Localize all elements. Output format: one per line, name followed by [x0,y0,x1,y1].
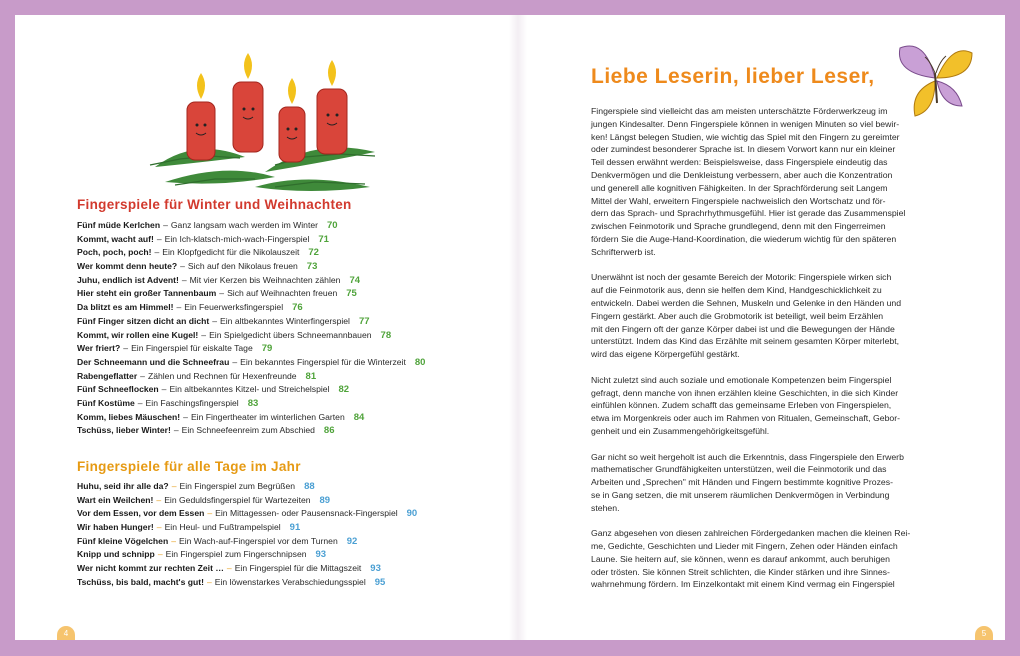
toc-entry-page: 74 [349,274,361,286]
toc-entry-title: Huhu, seid ihr alle da? [77,481,169,491]
toc-entry-description: Sich auf den Nikolaus freuen [187,261,298,272]
body-line: dern das Sprach- und Sprachrhythmusgefühl. Hier ist gerade das Zusammenspiel [591,208,906,219]
toc-entry-title: Wer kommt denn heute? [77,261,178,272]
foreword-body [591,105,921,604]
toc-dash: – [156,494,162,505]
toc-entry-description: Ein Klopfgedicht für die Nikolauszeit [162,247,300,258]
toc-entry-description: Ein Ich-klatsch-mich-wach-Fingerspiel [164,233,310,244]
toc-entry-description: Mit vier Kerzen bis Weihnachten zählen [189,274,341,285]
body-line: etwa im Morgenkreis oder auch im Rahmen von Ritualen, Gemeinschaft, Gebor- [591,413,901,424]
toc-entry [77,219,497,233]
left-page [77,15,497,640]
book-spread [15,15,1005,640]
body-paragraph [591,527,921,591]
toc-entry-title: Wer nicht kommt zur rechten Zeit … [77,563,224,574]
toc-dash: – [140,370,145,381]
toc-dash: – [181,274,187,285]
toc-entry-title: Fünf Finger sitzen dicht an dicht [77,315,210,326]
toc-dash: – [207,508,213,519]
toc-winter [77,219,497,438]
toc-entry-page: 88 [304,481,315,492]
body-line: se in Gang setzen, die mit unserem räumlichen Denkvermögen in Verbindung [591,489,890,500]
toc-entry-description: Ein Fingerspiel für die Mittagszeit [234,563,362,574]
toc-entry-page: 86 [323,425,335,437]
toc-entry-description: Ein Wach-auf-Fingerspiel vor dem Turnen [179,535,338,546]
toc-dash: – [201,329,207,340]
body-line: genheit und ein Zusammengehörigkeitsgefühl. [591,425,770,436]
toc-entry-title: Juhu, endlich ist Advent! [77,274,179,285]
toc-entry-title: Fünf kleine Vögelchen [77,535,169,546]
body-line: Laune. Sie heitern auf, sie können, wenn es darauf ankommt, auch beruhigen [591,553,890,564]
toc-entry [77,246,497,260]
book-gutter [509,15,527,640]
body-line: ken! Längst belegen Studien, wie wichtig das Spiel mit den Fingern zu gereimter [591,131,900,142]
toc-dash: – [157,549,163,560]
body-line: entwickeln. Dabei werden die Sehnen, Muskeln und Gelenke in den Händen und [591,297,902,308]
toc-entry-title: Wart ein Weilchen! [77,494,154,505]
toc-entry-title: Fünf Schneeflocken [77,384,159,395]
toc-entry-page: 89 [319,494,331,506]
toc-entry-page: 71 [318,233,329,245]
toc-entry-page: 82 [338,384,350,396]
section-title-year: Fingerspiele für alle Tage im Jahr [77,459,301,474]
toc-entry-page: 72 [308,247,319,259]
body-paragraph [591,271,921,361]
toc-entry [77,301,497,315]
body-paragraph [591,374,921,438]
body-line: Gar nicht so weit hergeholt ist auch die Erkenntnis, dass Fingerspiele den Erwerb [591,451,904,462]
toc-entry [77,397,497,411]
toc-entry [77,548,497,562]
body-line: wird das eigene Körpergefühl gestärkt. [591,349,740,360]
toc-entry-description: Ein löwenstarkes Verabschiedungsspiel [214,576,366,587]
toc-entry-title: Kommt, wacht auf! [77,233,154,244]
toc-entry [77,329,497,343]
toc-entry-page: 91 [289,522,301,534]
body-line: und generell alle kognitiven Fähigkeiten. In der Sprachförderung seit Langem [591,182,888,193]
toc-entry-page: 83 [247,397,259,409]
toc-dash: – [226,563,232,574]
toc-entry-description: Ein Fingerspiel für eiskalte Tage [131,343,253,354]
toc-dash: – [156,233,162,244]
toc-entry-page: 76 [292,302,303,314]
toc-entry-title: Wir haben Hunger! [77,522,154,533]
body-line: Schrifterwerb ist. [591,246,656,257]
toc-entry [77,260,497,274]
toc-entry-title: Komm, liebes Mäuschen! [77,411,181,422]
toc-entry-description: Ein Schneefeenreim zum Abschied [181,425,315,436]
toc-dash: – [161,384,167,395]
body-line: Fingern gestärkt. Aber auch die Grobmotorik ist beteiligt, weil beim Erzählen [591,310,884,321]
toc-entry-description: Ein Feuerwerksfingerspiel [184,302,284,313]
toc-entry-title: Kommt, wir rollen eine Kugel! [77,329,199,340]
toc-entry-description: Ein Fingerspiel zum Begrüßen [179,481,296,491]
toc-entry [77,370,497,384]
section-title-winter: Fingerspiele für Winter und Weihnachten [77,197,352,212]
toc-entry [77,494,497,508]
toc-entry [77,521,497,535]
toc-entry-title: Tschüss, bis bald, macht's gut! [77,576,204,587]
toc-entry-description: Ein Mittagessen- oder Pausensnack-Fingerspiel [215,508,398,519]
toc-entry-page: 73 [306,261,318,273]
body-line: mit den Fingern oft der ganze Körper dabei ist und die Bewegungen der Hände [591,323,895,334]
toc-entry-page: 75 [346,288,357,300]
toc-entry [77,424,497,438]
page-number-left: 4 [57,626,75,640]
body-line: jungen Kindesalter. Denn Fingerspiele können in wenigen Minuten so viel bewir- [591,118,900,129]
body-line: Mittel der Wahl, erweitern Fingerspiele nachweislich den Wortschatz und för- [591,195,886,206]
toc-dash: – [171,481,177,491]
body-line: auf die Feinmotorik aus, denn sie helfen dem Kind, Handgeschicklichkeit zu [591,285,882,296]
body-line: Fingerspiele sind vielleicht das am meisten unterschätzte Förderwerkzeug im [591,106,888,116]
page-number-right: 5 [975,626,993,640]
toc-entry-title: Tschüss, lieber Winter! [77,425,171,436]
toc-entry-title: Poch, poch, poch! [77,247,152,258]
toc-entry-page: 81 [305,370,317,382]
body-line: Teil dessen erwähnt werden: Beispielsweise, dass Fingerspiele eindeutig das [591,157,888,168]
toc-entry-title: Hier steht ein großer Tannenbaum [77,288,217,299]
body-line: stehen. [591,502,620,513]
toc-dash: – [232,356,238,367]
body-paragraph [591,105,921,259]
toc-entry-title: Da blitzt es am Himmel! [77,302,174,313]
toc-entry-description: Ein Geduldsfingerspiel für Wartezeiten [164,494,311,505]
toc-dash: – [137,397,143,408]
toc-dash: – [154,247,160,258]
toc-entry [77,356,497,370]
toc-entry-description: Ein altbekanntes Kitzel- und Streichelspiel [169,384,330,395]
toc-dash: – [183,411,188,422]
toc-entry-title: Fünf müde Kerlchen [77,220,161,230]
body-line: einfühlen können. Zudem schafft das gemeinsame Erleben von Fingerspielen, [591,400,892,411]
toc-entry-page: 92 [346,535,358,547]
toc-dash: – [163,220,168,230]
body-line: me, Gedichte, Geschichten und Lieder mit Fingern, Zehen oder Händen einfach [591,541,898,552]
toc-entry [77,562,497,576]
toc-entry-title: Knipp und schnipp [77,549,155,560]
toc-entry-page: 84 [353,411,365,423]
body-paragraph [591,451,921,515]
toc-entry-page: 78 [380,329,392,341]
toc-entry-title: Fünf Kostüme [77,397,135,408]
toc-entry [77,274,497,288]
toc-dash: – [176,302,182,313]
toc-entry-description: Sich auf Weihnachten freuen [227,288,338,299]
toc-entry [77,383,497,397]
toc-entry-page: 93 [315,549,327,561]
toc-dash: – [180,261,185,272]
toc-entry-title: Wer friert? [77,343,121,354]
toc-entry [77,507,497,521]
toc-entry [77,287,497,301]
toc-entry [77,535,497,549]
toc-dash: – [219,288,225,299]
toc-entry [77,411,497,425]
toc-entry-page: 77 [358,315,370,327]
toc-year [77,480,497,590]
body-line: Arbeiten und „Sprechen" mit Händen und Fingern bestimmte kognitive Prozes- [591,477,893,488]
page-heading: Liebe Leserin, lieber Leser, [591,65,875,88]
toc-entry-description: Ein altbekanntes Winterfingerspiel [220,315,350,326]
toc-entry-description: Ein Faschingsfingerspiel [145,397,239,408]
body-line: oder zumindest besonderer Sprache ist. In diesem Vorwort kann nur ein kleiner [591,144,896,155]
toc-entry-title: Rabengeflatter [77,370,138,381]
toc-entry [77,315,497,329]
body-line: fördern Sie die Auge-Hand-Koordination, die wiederum wichtig für den späteren [591,233,897,244]
toc-dash: – [212,315,218,326]
toc-dash: – [171,535,176,546]
toc-entry-page: 93 [370,563,381,575]
body-line: gefragt, denn manche von ihnen erzählen kleine Geschichten, in die sich Kinder [591,387,899,398]
toc-entry-description: Ein bekanntes Fingerspiel für die Winterzeit [240,356,406,367]
toc-entry-description: Ein Fingerspiel zum Fingerschnipsen [165,549,307,560]
toc-entry-title: Der Schneemann und die Schneefrau [77,356,230,367]
body-line: Nicht zuletzt sind auch soziale und emotionale Kompetenzen beim Fingerspiel [591,374,892,385]
toc-entry-description: Zählen und Rechnen für Hexenfreunde [147,370,297,381]
toc-entry-title: Vor dem Essen, vor dem Essen [77,508,205,519]
body-line: Ganz abgesehen von diesen zahlreichen Fördergedanken machen die kleinen Rei- [591,528,911,539]
toc-entry [77,233,497,247]
body-line: wahrnehmung fördern. Im Einzelkontakt mit einem Kind vermag ein Fingerspiel [591,579,895,590]
toc-dash: – [156,522,162,533]
body-line: zwischen Feinmotorik und Sprache grundlegend, denn mit den Fingerreimen [591,221,886,232]
toc-dash: – [207,576,212,587]
toc-entry-page: 70 [326,220,338,231]
toc-entry [77,480,497,494]
right-page [591,15,921,640]
toc-entry-description: Ein Spielgedicht übers Schneemannbauen [209,329,372,340]
toc-entry-page: 90 [406,508,418,520]
toc-entry-description: Ganz langsam wach werden im Winter [170,220,318,230]
body-line: oder trösten. Sie können Streit schlichten, die Kinder stärken und ihre Sinnes- [591,566,890,577]
body-line: Unerwähnt ist noch der gesamte Bereich der Motorik: Fingerspiele wirken sich [591,272,892,283]
toc-entry-page: 95 [374,576,386,588]
body-line: mathematischer Grundfähigkeiten unterstützen, weil die Feinmotorik und das [591,464,887,475]
body-line: unterstützt. Indem das Kind das Erzählte mit seinem gesamten Körper miterlebt, [591,336,900,347]
toc-dash: – [123,343,129,354]
toc-entry-page: 79 [261,343,273,355]
toc-entry [77,342,497,356]
body-line: Denkvermögen und die Denkleistung verbessern, aber auch die Konzentration [591,169,893,180]
toc-entry-page: 80 [414,356,426,368]
toc-entry [77,576,497,590]
toc-entry-description: Ein Fingertheater im winterlichen Garten [190,411,345,422]
toc-entry-description: Ein Heul- und Fußtrampelspiel [164,522,281,533]
toc-dash: – [173,425,179,436]
